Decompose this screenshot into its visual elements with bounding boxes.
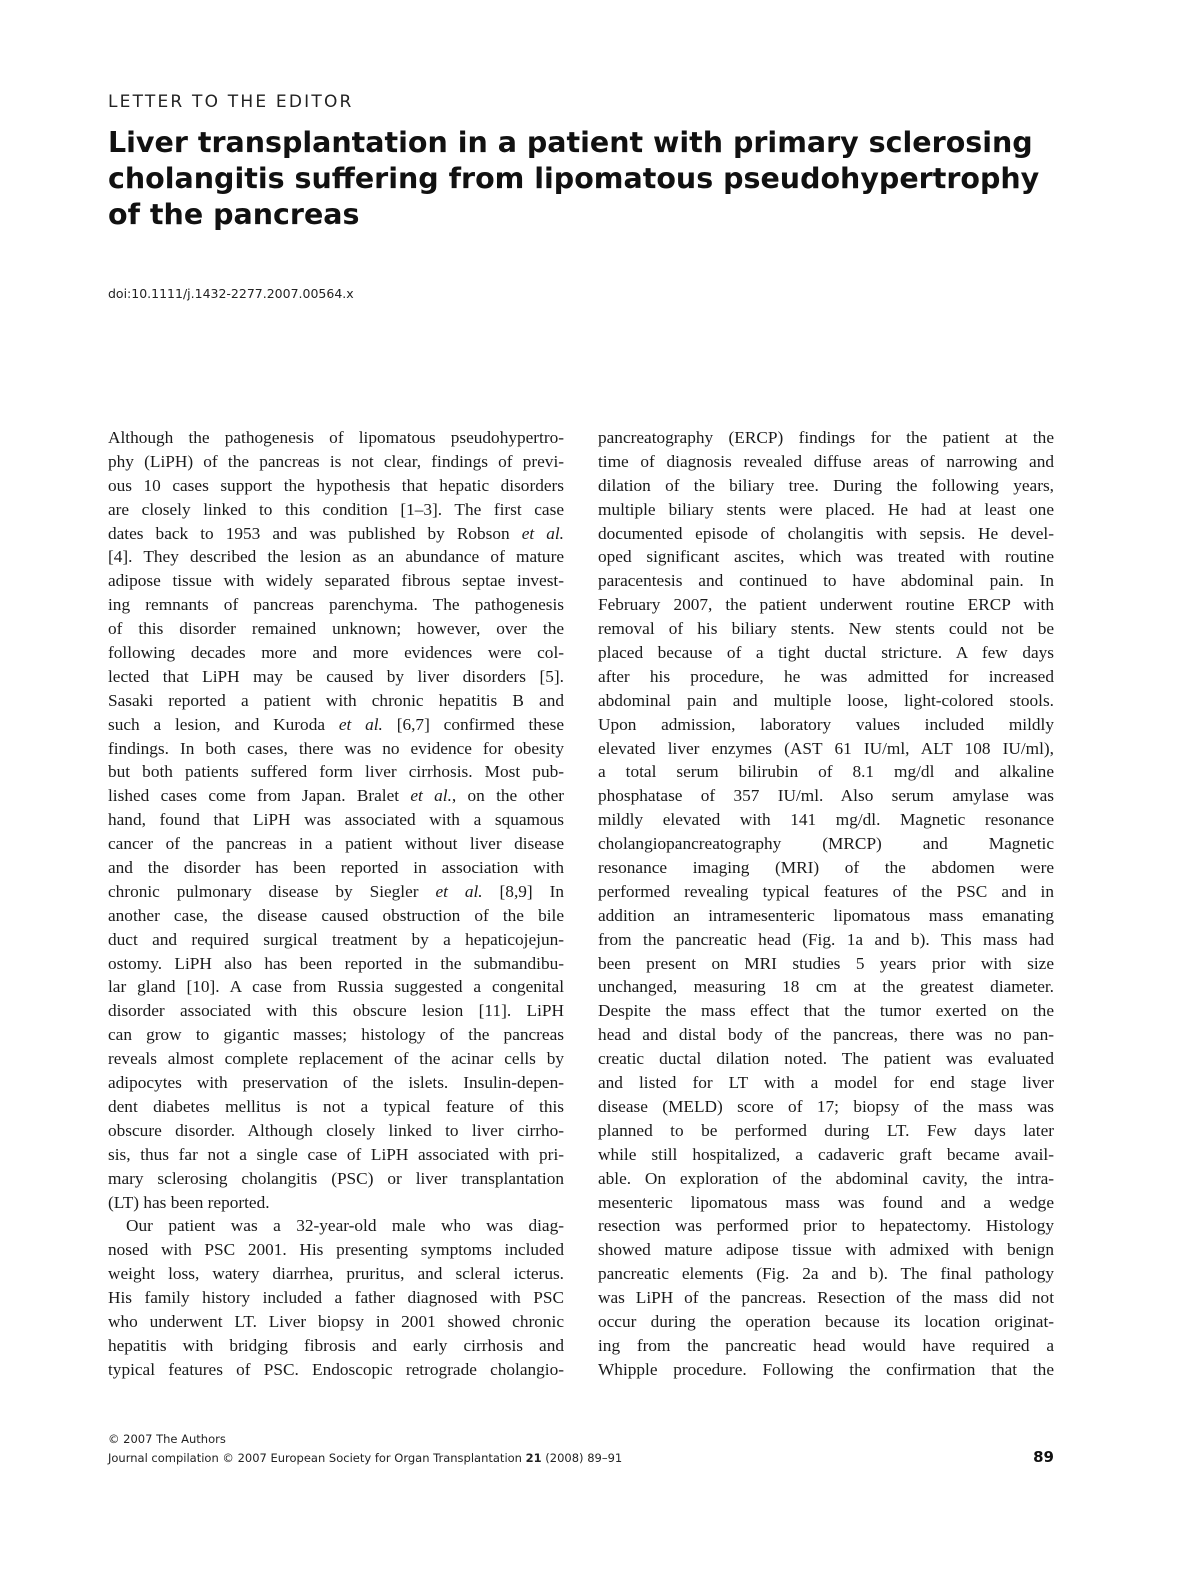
text-line: dilation of the biliary tree. During the following years, bbox=[598, 475, 1054, 495]
text-line: adipose tissue with widely separated fibrous septae invest- bbox=[108, 571, 564, 591]
text-line: removal of his biliary stents. New stents could not be bbox=[598, 619, 1054, 639]
text-line: Our patient was a 32-year-old male who was diag- bbox=[126, 1216, 564, 1236]
text-line: lished cases come from Japan. Bralet et al., on the other bbox=[108, 786, 564, 806]
text-line: a total serum bilirubin of 8.1 mg/dl and alkaline bbox=[598, 762, 1054, 782]
text-line: oped significant ascites, which was treated with routine bbox=[598, 547, 1054, 567]
text-line: placed because of a tight ductal stricture. A few days bbox=[598, 643, 1054, 663]
text-line: who underwent LT. Liver biopsy in 2001 showed chronic bbox=[108, 1311, 564, 1331]
text-line: ing from the pancreatic head would have required a bbox=[598, 1335, 1054, 1355]
text-line: typical features of PSC. Endoscopic retrograde cholangio- bbox=[108, 1359, 564, 1379]
text-line: lar gland [10]. A case from Russia suggested a congenital bbox=[108, 977, 564, 997]
footer-journal-info bbox=[108, 1451, 622, 1465]
text-line: ostomy. LiPH also has been reported in the submandibu- bbox=[108, 953, 564, 973]
text-line: pancreatic elements (Fig. 2a and b). The final pathology bbox=[598, 1264, 1054, 1284]
text-line: occur during the operation because its location originat- bbox=[598, 1311, 1054, 1331]
text-line: resonance imaging (MRI) of the abdomen were bbox=[598, 858, 1054, 878]
body-column-left bbox=[108, 426, 564, 1382]
text-line: reveals almost complete replacement of the acinar cells by bbox=[108, 1049, 564, 1069]
text-line: phosphatase of 357 IU/ml. Also serum amylase was bbox=[598, 786, 1054, 806]
text-line: [4]. They described the lesion as an abundance of mature bbox=[108, 547, 564, 567]
text-line: while still hospitalized, a cadaveric graft became avail- bbox=[598, 1144, 1054, 1164]
text-line: Although the pathogenesis of lipomatous pseudohypertro- bbox=[108, 428, 564, 447]
text-line: dent diabetes mellitus is not a typical feature of this bbox=[108, 1096, 564, 1116]
body-column-right bbox=[598, 426, 1054, 1382]
text-line: mary sclerosing cholangitis (PSC) or liver transplantation bbox=[108, 1168, 564, 1188]
text-line: abdominal pain and multiple loose, light-colored stools. bbox=[598, 690, 1054, 710]
text-line: creatic ductal dilation noted. The patient was evaluated bbox=[598, 1049, 1054, 1069]
text-line: from the pancreatic head (Fig. 1a and b). This mass had bbox=[598, 929, 1054, 949]
text-line: sis, thus far not a single case of LiPH associated with pri- bbox=[108, 1144, 564, 1164]
text-line: (LT) has been reported. bbox=[108, 1192, 270, 1212]
text-line: cholangiopancreatography (MRCP) and Magnetic bbox=[598, 834, 1054, 854]
text-line: February 2007, the patient underwent routine ERCP with bbox=[598, 595, 1054, 615]
text-line: dates back to 1953 and was published by Robson et al. bbox=[108, 523, 565, 543]
text-line: chronic pulmonary disease by Siegler et al. [8,9] In bbox=[108, 881, 564, 901]
text-line: unchanged, measuring 18 cm at the greatest diameter. bbox=[598, 977, 1054, 997]
text-line: following decades more and more evidences were col- bbox=[108, 643, 564, 663]
text-line: of this disorder remained unknown; however, over the bbox=[108, 619, 564, 639]
text-line: but both patients suffered form liver cirrhosis. Most pub- bbox=[108, 762, 564, 782]
text-line: hepatitis with bridging fibrosis and early cirrhosis and bbox=[108, 1335, 564, 1355]
text-line: performed revealing typical features of the PSC and in bbox=[598, 881, 1054, 901]
text-line: ous 10 cases support the hypothesis that hepatic disorders bbox=[108, 475, 564, 495]
journal-volume: 21 bbox=[525, 1451, 542, 1465]
text-line: addition an intramesenteric lipomatous mass emanating bbox=[598, 905, 1054, 925]
text-line: and listed for LT with a model for end stage liver bbox=[598, 1073, 1054, 1093]
text-line: findings. In both cases, there was no evidence for obesity bbox=[108, 738, 564, 758]
text-line: His family history included a father diagnosed with PSC bbox=[108, 1288, 564, 1308]
text-line: disease (MELD) score of 17; biopsy of the mass was bbox=[598, 1096, 1054, 1116]
title-line: Liver transplantation in a patient with primary sclerosing bbox=[108, 126, 1033, 159]
text-line: Upon admission, laboratory values included mildly bbox=[598, 714, 1054, 734]
text-line: adipocytes with preservation of the islets. Insulin-depen- bbox=[108, 1073, 564, 1093]
text-line: paracentesis and continued to have abdominal pain. In bbox=[598, 571, 1054, 591]
text-line: mesenteric lipomatous mass was found and a wedge bbox=[598, 1192, 1054, 1212]
text-line: duct and required surgical treatment by a hepaticojejun- bbox=[108, 929, 564, 949]
text-line: head and distal body of the pancreas, there was no pan- bbox=[598, 1025, 1054, 1045]
journal-prefix: Journal compilation © 2007 European Society for Organ Transplantation bbox=[108, 1451, 526, 1465]
text-line: lected that LiPH may be caused by liver disorders [5]. bbox=[108, 666, 564, 686]
journal-suffix: (2008) 89–91 bbox=[541, 1451, 623, 1465]
text-line: pancreatography (ERCP) findings for the patient at the bbox=[598, 428, 1054, 447]
article-title bbox=[108, 125, 1068, 233]
text-line: phy (LiPH) of the pancreas is not clear, findings of previ- bbox=[108, 451, 564, 471]
text-line: time of diagnosis revealed diffuse areas of narrowing and bbox=[598, 451, 1054, 471]
text-line: resection was performed prior to hepatectomy. Histology bbox=[598, 1216, 1054, 1236]
text-line: can grow to gigantic masses; histology of the pancreas bbox=[108, 1025, 564, 1045]
text-line: Despite the mass effect that the tumor exerted on the bbox=[598, 1001, 1054, 1021]
text-line: elevated liver enzymes (AST 61 IU/ml, ALT 108 IU/ml), bbox=[598, 738, 1054, 758]
text-line: and the disorder has been reported in association with bbox=[108, 858, 564, 878]
page-number: 89 bbox=[1033, 1448, 1054, 1466]
text-line: able. On exploration of the abdominal cavity, the intra- bbox=[598, 1168, 1054, 1188]
title-line: of the pancreas bbox=[108, 198, 360, 231]
text-line: disorder associated with this obscure lesion [11]. LiPH bbox=[108, 1001, 564, 1021]
text-line: planned to be performed during LT. Few days later bbox=[598, 1120, 1054, 1140]
text-line: mildly elevated with 141 mg/dl. Magnetic resonance bbox=[598, 810, 1054, 830]
text-line: been present on MRI studies 5 years prior with size bbox=[598, 953, 1054, 973]
text-line: Sasaki reported a patient with chronic hepatitis B and bbox=[108, 690, 564, 710]
text-line: weight loss, watery diarrhea, pruritus, and scleral icterus. bbox=[108, 1264, 564, 1284]
text-line: was LiPH of the pancreas. Resection of the mass did not bbox=[598, 1288, 1054, 1308]
text-line: ing remnants of pancreas parenchyma. The pathogenesis bbox=[108, 595, 564, 615]
text-line: nosed with PSC 2001. His presenting symptoms included bbox=[108, 1240, 564, 1260]
text-line: another case, the disease caused obstruction of the bile bbox=[108, 905, 564, 925]
doi: doi:10.1111/j.1432-2277.2007.00564.x bbox=[108, 286, 354, 301]
title-line: cholangitis suffering from lipomatous pseudohypertrophy bbox=[108, 162, 1040, 195]
text-line: are closely linked to this condition [1–3]. The first case bbox=[108, 499, 564, 519]
text-line: cancer of the pancreas in a patient without liver disease bbox=[108, 834, 564, 854]
text-line: after his procedure, he was admitted for increased bbox=[598, 666, 1054, 686]
text-line: showed mature adipose tissue with admixed with benign bbox=[598, 1240, 1054, 1260]
text-line: Whipple procedure. Following the confirmation that the bbox=[598, 1359, 1054, 1379]
text-line: multiple biliary stents were placed. He had at least one bbox=[598, 499, 1054, 519]
text-line: such a lesion, and Kuroda et al. [6,7] confirmed these bbox=[108, 714, 564, 734]
footer-copyright: © 2007 The Authors bbox=[108, 1432, 226, 1446]
text-line: obscure disorder. Although closely linked to liver cirrho- bbox=[108, 1120, 564, 1140]
text-line: hand, found that LiPH was associated with a squamous bbox=[108, 810, 564, 830]
text-line: documented episode of cholangitis with sepsis. He devel- bbox=[598, 523, 1054, 543]
section-label: LETTER TO THE EDITOR bbox=[108, 92, 354, 112]
